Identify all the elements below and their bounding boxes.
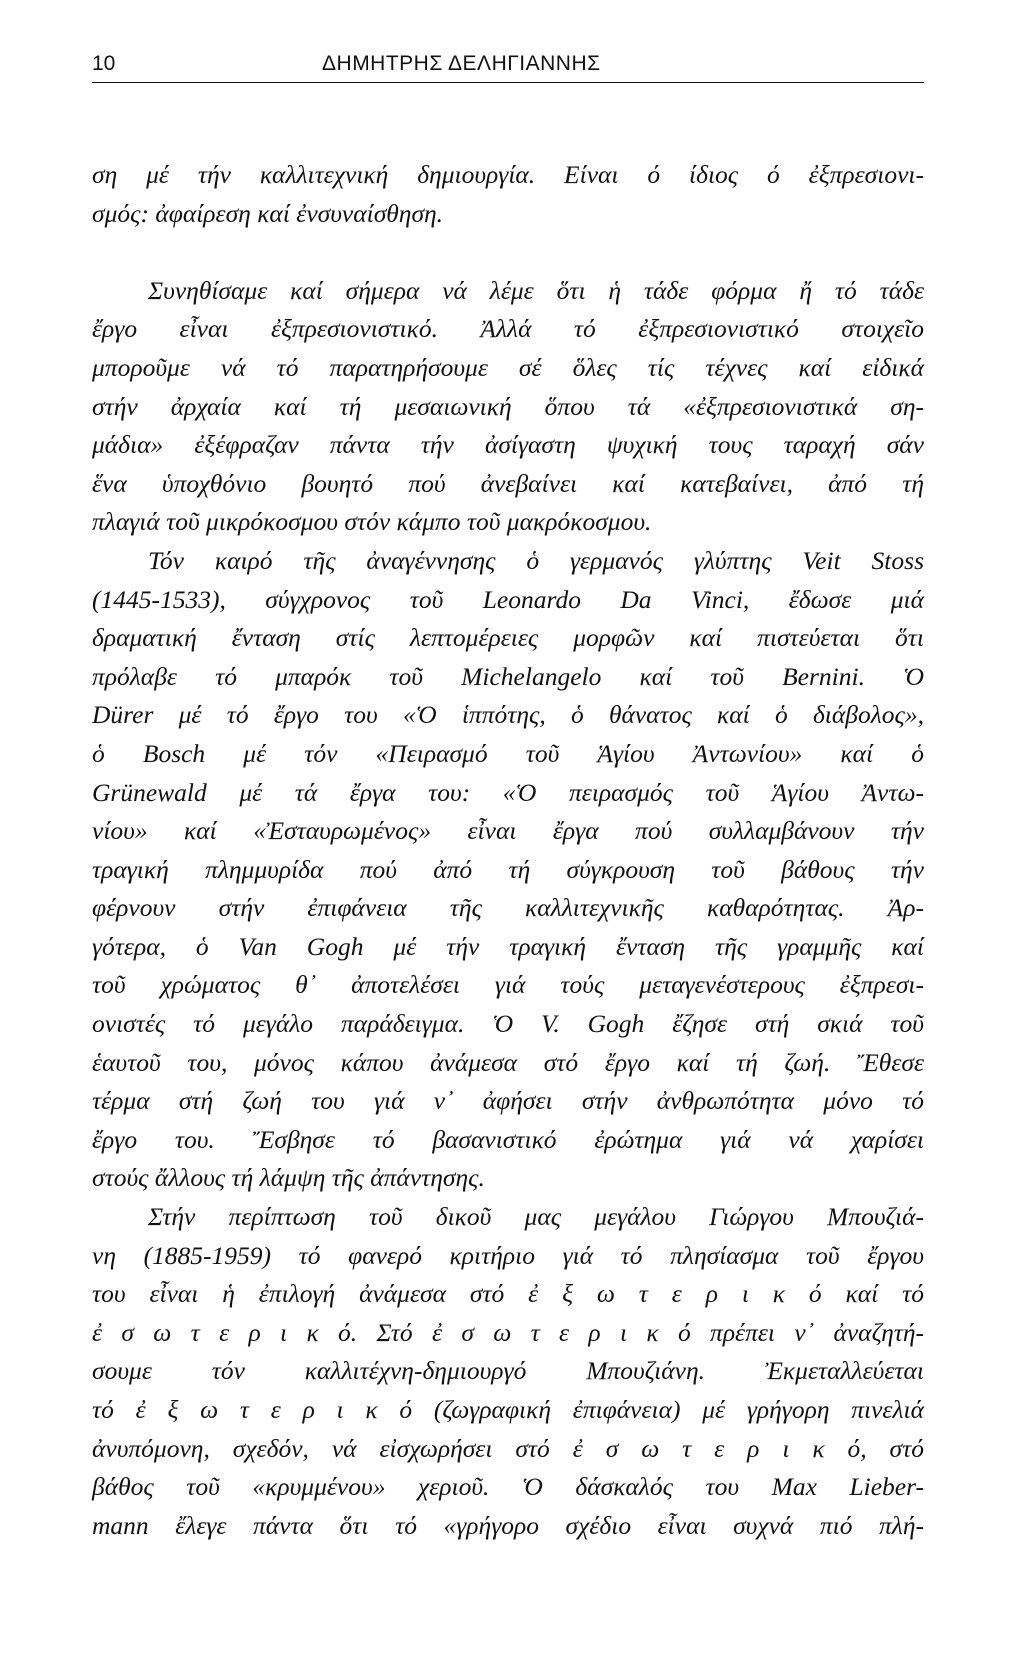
text-line: ἑαυτοῦ του, μόνος κάπου ἀνάμεσα στό ἔργο καί τή ζωή. Ἔθεσε bbox=[92, 1047, 924, 1077]
text-line: τοῦ χρώματος θ᾽ ἀποτελέσει γιά τούς μεταγενέστερους ἐξπρεσι- bbox=[92, 970, 924, 1000]
text-line: στούς ἄλλους τή λάμψη τῆς ἀπάντησης. bbox=[92, 1163, 485, 1193]
paragraph-gap bbox=[92, 233, 924, 272]
text-line: ονιστές τό μεγάλο παράδειγμα. Ὁ V. Gogh ἔζησε στή σκιά τοῦ bbox=[92, 1009, 924, 1039]
text-line: Τόν καιρό τῆς ἀναγέννησης ὁ γερμανός γλύπτης Veit Stoss bbox=[148, 545, 924, 575]
text-line: (1445-1533), σύγχρονος τοῦ Leonardo Da Vinci, ἔδωσε μιά bbox=[92, 584, 924, 614]
text-line: του εἶναι ἡ ἐπιλογή ἀνάμεσα στό ἐ ξ ω τ ε ρ ι κ ό καί τό bbox=[92, 1279, 924, 1309]
text-line: σμός: ἀφαίρεση καί ἐνσυναίσθηση. bbox=[92, 198, 444, 228]
text-line: mann ἔλεγε πάντα ὅτι τό «γρήγορο σχέδιο εἶναι συχνά πιό πλή- bbox=[92, 1510, 924, 1540]
text-line: μποροῦμε νά τό παρατηρήσουμε σέ ὅλες τίς τέχνες καί εἰδικά bbox=[92, 352, 924, 382]
text-line: στήν ἀρχαία καί τή μεσαιωνική ὅπου τά «ἐξπρεσιονιστικά ση- bbox=[92, 391, 924, 421]
text-line: βάθος τοῦ «κρυμμένου» χεριοῦ. Ὁ δάσκαλός του Max Lieber- bbox=[92, 1472, 924, 1502]
text-line: ση μέ τήν καλλιτεχνική δημιουργία. Είναι ό ίδιος ό ἐξπρεσιονι- bbox=[92, 160, 924, 189]
text-line: ἕνα ὑποχθόνιο βουητό πού ἀνεβαίνει καί κατεβαίνει, ἀπό τή bbox=[92, 468, 924, 498]
page-header bbox=[92, 50, 924, 86]
text-line: Στήν περίπτωση τοῦ δικοῦ μας μεγάλου Γιώργου Μπουζιά- bbox=[148, 1202, 924, 1232]
text-line: Dürer μέ τό ἔργο του «Ὁ ἱππότης, ὁ θάνατος καί ὁ διάβολος», bbox=[92, 700, 924, 730]
text-line: δραματική ἔνταση στίς λεπτομέρειες μορφῶν καί πιστεύεται ὅτι bbox=[92, 623, 924, 653]
text-line: νη (1885-1959) τό φανερό κριτήριο γιά τό πλησίασμα τοῦ ἔργου bbox=[92, 1240, 924, 1270]
page-number: 10 bbox=[92, 52, 116, 75]
text-line: σουμε τόν καλλιτέχνη-δημιουργό Μπουζιάνη. Ἐκμεταλλεύεται bbox=[92, 1356, 924, 1386]
text-line: ἔργο εἶναι ἐξπρεσιονιστικό. Ἀλλά τό ἐξπρεσιονιστικό στοιχεῖο bbox=[92, 314, 924, 344]
text-line: τέρμα στή ζωή του γιά ν᾽ ἀφήσει στήν ἀνθρωπότητα μόνο τό bbox=[92, 1086, 924, 1116]
running-title: ΔΗΜΗΤΡΗΣ ΔΕΛΗΓΙΑΝΝΗΣ bbox=[322, 52, 601, 75]
header-rule bbox=[92, 82, 924, 83]
text-line: ἔργο του. Ἔσβησε τό βασανιστικό ἐρώτημα γιά νά χαρίσει bbox=[92, 1124, 924, 1154]
text-line: ἀνυπόμονη, σχεδόν, νά εἰσχωρήσει στό ἐ σ ω τ ε ρ ι κ ό, στό bbox=[92, 1433, 924, 1463]
text-line: Grünewald μέ τά ἔργα του: «Ὁ πειρασμός τοῦ Ἁγίου Ἀντω- bbox=[92, 777, 924, 807]
text-line: τό ἐ ξ ω τ ε ρ ι κ ό (ζωγραφική ἐπιφάνεια) μέ γρήγορη πινελιά bbox=[92, 1395, 924, 1424]
text-line: Συνηθίσαμε καί σήμερα νά λέμε ὅτι ἡ τάδε φόρμα ἤ τό τάδε bbox=[148, 275, 924, 305]
text-line: γότερα, ὁ Van Gogh μέ τήν τραγική ἔνταση τῆς γραμμῆς καί bbox=[92, 931, 924, 961]
text-line: τραγική πλημμυρίδα πού ἀπό τή σύγκρουση τοῦ βάθους τήν bbox=[92, 854, 924, 884]
text-line: φέρνουν στήν ἐπιφάνεια τῆς καλλιτεχνικῆς καθαρότητας. Ἀρ- bbox=[92, 893, 924, 923]
body-text bbox=[92, 156, 924, 1545]
text-line: ἐ σ ω τ ε ρ ι κ ό. Στό ἐ σ ω τ ε ρ ι κ ό πρέπει ν᾽ ἀναζητή- bbox=[92, 1317, 924, 1347]
text-line: μάδια» ἐξέφραζαν πάντα τήν ἀσίγαστη ψυχική τους ταραχή σάν bbox=[92, 430, 924, 460]
text-line: πλαγιά τοῦ μικρόκοσμου στόν κάμπο τοῦ μακρόκοσμου. bbox=[92, 507, 652, 537]
text-line: ὁ Bosch μέ τόν «Πειρασμό τοῦ Ἁγίου Ἀντωνίου» καί ὁ bbox=[92, 738, 924, 768]
text-line: πρόλαβε τό μπαρόκ τοῦ Michelangelo καί τοῦ Bernini. Ὁ bbox=[92, 661, 924, 691]
text-line: νίου» καί «Ἐσταυρωμένος» εἶναι ἔργα πού συλλαμβάνουν τήν bbox=[92, 816, 924, 846]
